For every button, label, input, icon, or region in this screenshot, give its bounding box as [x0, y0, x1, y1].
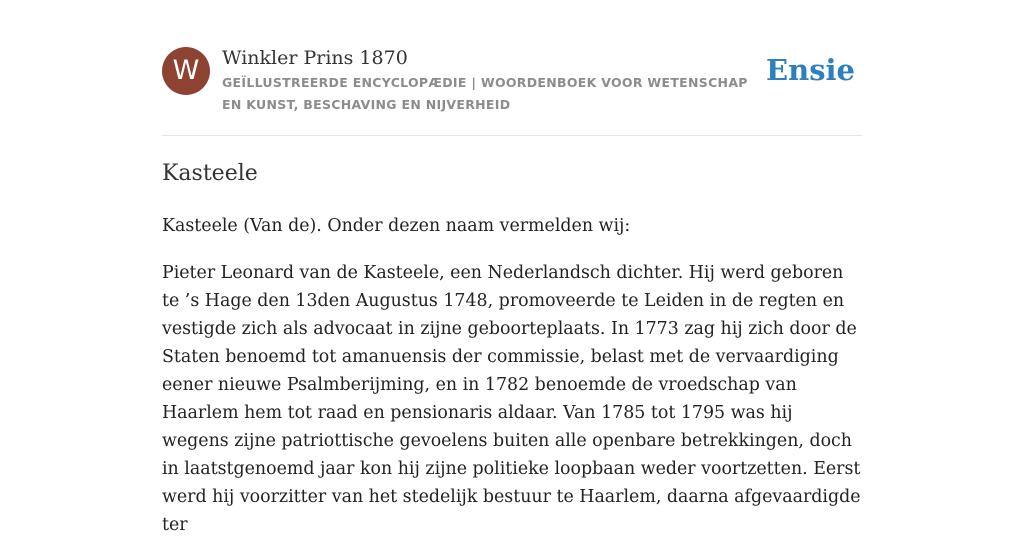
header-divider [162, 135, 862, 136]
article-intro-paragraph: Kasteele (Van de). Onder dezen naam vermelden wij: [162, 216, 631, 236]
source-subtitle: GEÏLLUSTREERDE ENCYCLOPÆDIE | WOORDENBOEK VOOR WETENSCHAP EN KUNST, BESCHAVING EN NIJVERHEID [222, 75, 748, 112]
source-avatar[interactable]: W [162, 47, 210, 95]
source-header [162, 46, 862, 116]
article-title: Kasteele [162, 161, 258, 186]
source-title[interactable]: Winkler Prins 1870 [222, 47, 408, 69]
ensie-logo[interactable]: Ensie [766, 53, 855, 87]
article-body-paragraph: Pieter Leonard van de Kasteele, een Nederlandsch dichter. Hij werd geboren te ’s Hage den 13den Augustus 1748, promoveerde te Leiden in de regten en vestigde zich als advocaat in zijne geboorteplaats. In 1773 zag hij zich door de Staten benoemd tot amanuensis der commissie, belast met de vervaardiging eener nieuwe Psalmberijming, en in 1782 benoemde de vroedschap van Haarlem hem tot raad en pensionaris aldaar. Van 1785 tot 1795 was hij wegens zijne patriottische gevoelens buiten alle openbare betrekkingen, doch in laatstgenoemd jaar kon hij zijne politieke loopbaan weder voortzetten. Eerst werd hij voorzitter van het stedelijk bestuur te Haarlem, daarna afgevaardigde ter [162, 263, 861, 535]
